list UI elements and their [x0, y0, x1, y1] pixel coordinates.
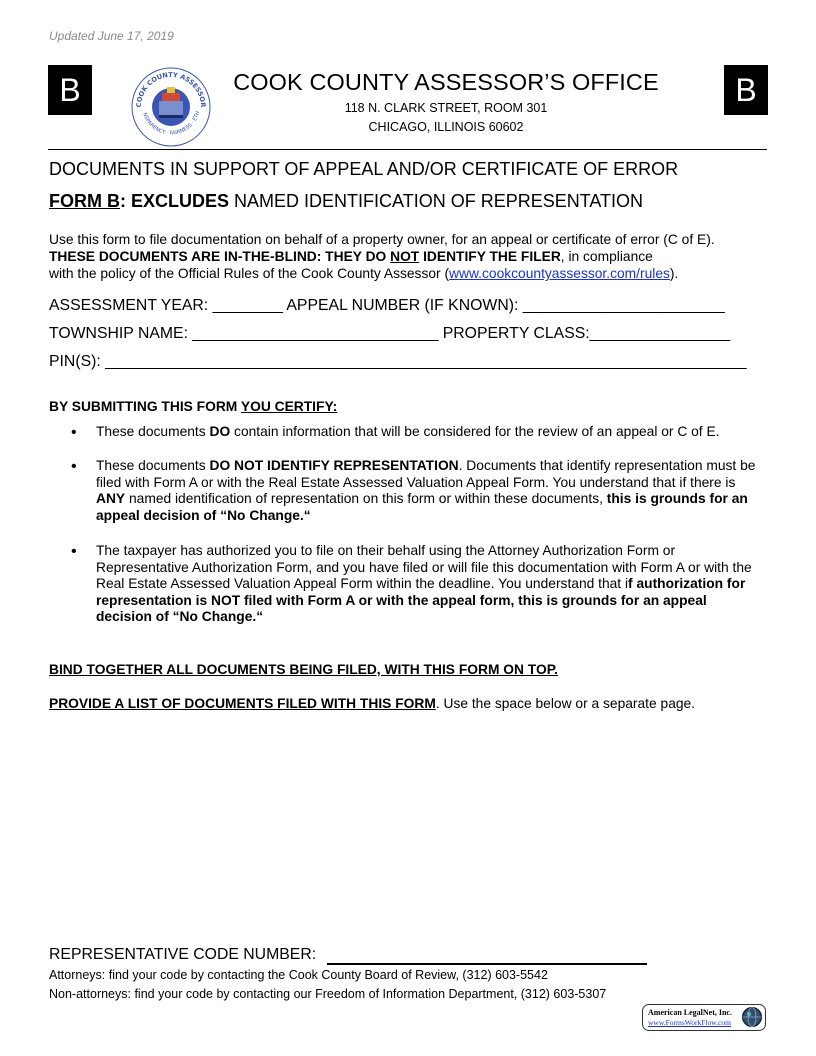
- form-letter-badge-right: B: [724, 65, 768, 115]
- globe-icon: [741, 1006, 763, 1028]
- address-line-1: 118 N. CLARK STREET, ROOM 301: [344, 101, 548, 115]
- header-divider: [48, 149, 767, 150]
- certify-bullet-2: These documents DO NOT IDENTIFY REPRESENTATION. Documents that identify representation must be filed with Form A or with the Real Estate Assessed Valuation Appeal Form. You understand that if there is ANY named identification of representation on this form or within these documents, this is grounds for an appeal decision of “No Change.“: [96, 458, 756, 523]
- provide-list-heading: PROVIDE A LIST OF DOCUMENTS FILED WITH THIS FORM: [49, 696, 436, 711]
- address-line-2: CHICAGO, ILLINOIS 60602: [368, 120, 524, 134]
- township-property-class-fields[interactable]: TOWNSHIP NAME: ____________________________ PROPERTY CLASS:________________: [49, 325, 731, 342]
- representative-code-input-line[interactable]: [327, 963, 647, 965]
- form-subtitle: FORM B: EXCLUDES NAMED IDENTIFICATION OF REPRESENTATION: [49, 191, 644, 211]
- attorneys-instructions: Attorneys: find your code by contacting the Cook County Board of Review, (312) 603-5542: [49, 968, 548, 982]
- office-title: COOK COUNTY ASSESSOR’S OFFICE: [233, 69, 659, 95]
- form-letter-badge-left: B: [48, 65, 92, 115]
- pin-field[interactable]: PIN(S): _________________________________________________________________________: [49, 353, 747, 370]
- american-legalnet-badge[interactable]: [642, 1004, 766, 1031]
- badge-url-link[interactable]: www.FormsWorkFlow.com: [648, 1018, 732, 1027]
- bullet-marker: •: [71, 543, 77, 560]
- certify-bullet-1: These documents DO contain information that will be considered for the review of an appeal or C of E.: [96, 424, 720, 439]
- seal-top-text: COOK COUNTY ASSESSOR: [134, 70, 208, 108]
- bullet-marker: •: [71, 424, 77, 441]
- form-label: FORM B: [49, 191, 120, 211]
- non-attorneys-instructions: Non-attorneys: find your code by contacting our Freedom of Information Department, (312) 603-5307: [49, 987, 607, 1001]
- assessment-year-appeal-number-fields[interactable]: ASSESSMENT YEAR: ________ APPEAL NUMBER (IF KNOWN): _______________________: [49, 297, 725, 314]
- updated-date: Updated June 17, 2019: [49, 29, 174, 43]
- provide-list-line: PROVIDE A LIST OF DOCUMENTS FILED WITH THIS FORM. Use the space below or a separate page.: [49, 696, 696, 711]
- intro-paragraph: Use this form to file documentation on behalf of a property owner, for an appeal or certificate of error (C of E). THESE DOCUMENTS ARE IN-THE-BLIND: THEY DO NOT IDENTIFY THE FILER, in compliance with the policy of the Official Rules of the Cook County Assessor (www.cookcountyassessor.com/rules).: [49, 232, 715, 281]
- seal-bottom-text: NSPARENCY · FAIRNESS · ETH: [141, 110, 202, 137]
- certify-bullet-3: The taxpayer has authorized you to file on their behalf using the Attorney Authorization Form or Representative Authorization Form, and you have filed or will file this documentation with Form A or with the Real Estate Assessed Valuation Appeal Form within the deadline. You understand that if authorization for representation is NOT filed with Form A or with the appeal form, this is grounds for an appeal decision of “No Change.“: [96, 543, 752, 624]
- document-title: DOCUMENTS IN SUPPORT OF APPEAL AND/OR CERTIFICATE OF ERROR: [49, 159, 679, 179]
- bullet-marker: •: [71, 458, 77, 475]
- official-rules-link[interactable]: www.cookcountyassessor.com/rules: [449, 266, 670, 281]
- badge-company-name: American LegalNet, Inc.: [648, 1008, 732, 1017]
- representative-code-label: REPRESENTATIVE CODE NUMBER:: [49, 946, 321, 963]
- certify-heading: BY SUBMITTING THIS FORM YOU CERTIFY:: [49, 399, 338, 414]
- assessor-seal-logo: [129, 63, 213, 147]
- excludes-label: EXCLUDES: [126, 191, 230, 211]
- bind-together-heading: BIND TOGETHER ALL DOCUMENTS BEING FILED, WITH THIS FORM ON TOP.: [49, 662, 558, 677]
